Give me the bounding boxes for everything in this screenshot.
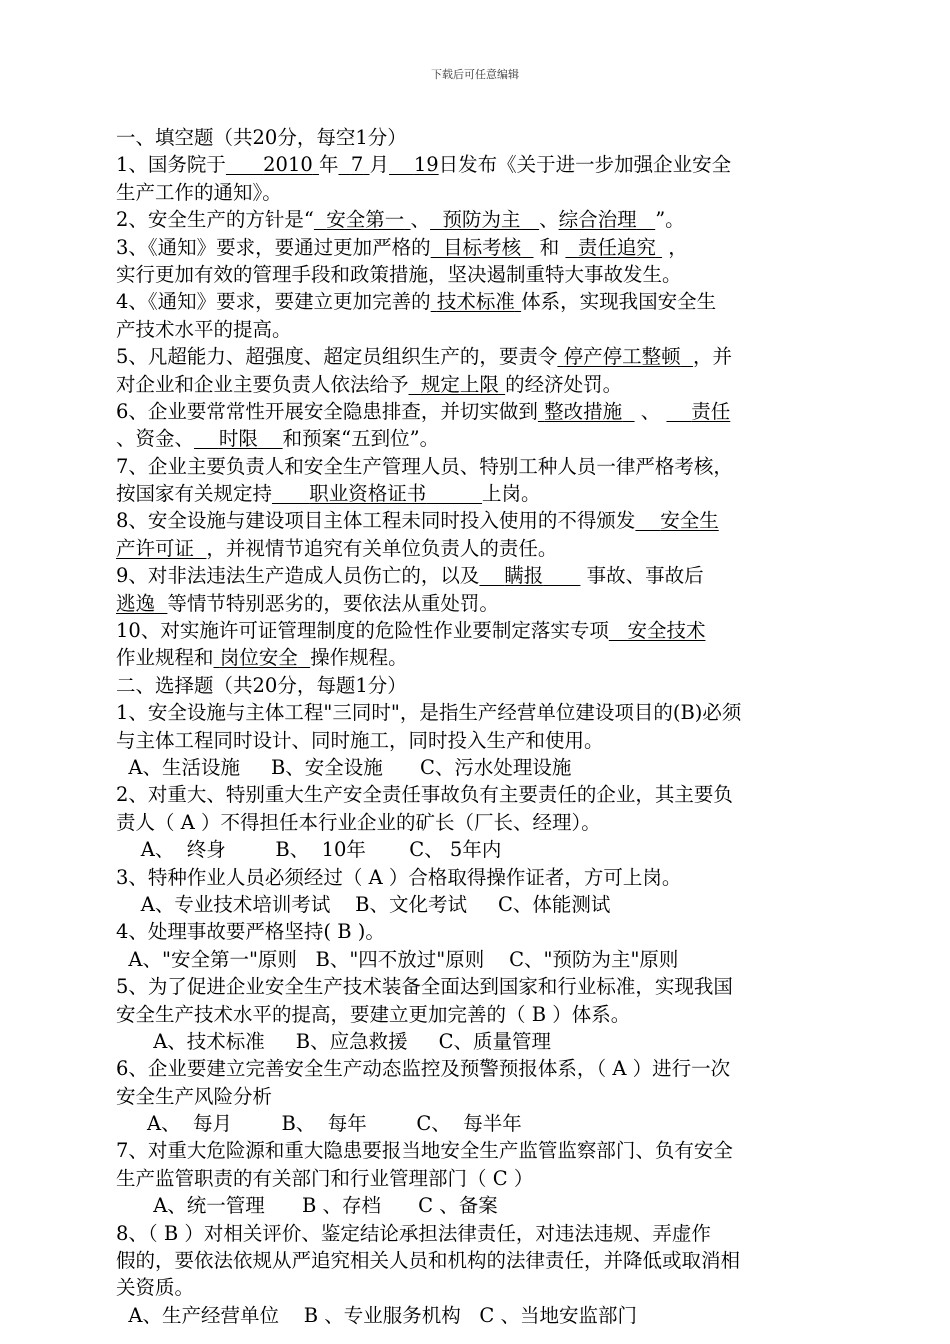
question-8-line-2	[116, 535, 838, 562]
choice-8-line-1: 8、（ B ）对相关评价、鉴定结论承担法律责任，对违法违规、弄虚作	[116, 1221, 711, 1245]
text: 、	[410, 208, 431, 232]
question-6-line-2	[116, 425, 838, 452]
choice-6-line-1: 6、企业要建立完善安全生产动态监控及预警预报体系，（ A ）进行一次	[116, 1057, 731, 1081]
question-3-line-1	[116, 234, 838, 261]
answer-blank: 目标考核	[443, 235, 522, 259]
answer-blank: 7	[350, 153, 364, 177]
text: 事故、事故后	[586, 564, 704, 588]
choice-2-line-1: 2、对重大、特别重大生产安全责任事故负有主要责任的企业，其主要负	[116, 783, 733, 807]
text: ，并视情节追究有关单位负责人的责任。	[206, 536, 558, 560]
answer-blank: 安全技术	[627, 619, 706, 643]
choice-5-options: A、技术标准 B、应急救援 C、质量管理	[116, 1029, 552, 1053]
choice-8-line-2: 假的，要依法依规从严追究相关人员和机构的法律责任，并降低或取消相	[116, 1249, 741, 1273]
text: 、资金、	[116, 427, 195, 451]
text: ，并	[693, 345, 733, 369]
question-9-line-2	[116, 590, 838, 617]
text: 和	[539, 235, 560, 259]
answer-blank: 规定上限	[420, 372, 499, 396]
answer-blank: 预防为主	[442, 208, 521, 232]
text: 1、国务院于	[116, 153, 226, 177]
text: 6、企业要常常性开展安全隐患排查，并切实做到	[116, 399, 538, 423]
question-6-line-1	[116, 398, 838, 425]
document-body	[116, 124, 838, 1329]
answer-blank: 停产停工整顿	[563, 345, 681, 369]
text: 3、《通知》要求，要通过更加严格的	[116, 235, 431, 259]
answer-blank: 瞒报	[504, 564, 544, 588]
text: 操作规程。	[310, 646, 408, 670]
choice-8-options: A、生产经营单位 B 、专业服务机构 C 、当地安监部门	[116, 1303, 638, 1327]
question-4-line-1	[116, 288, 838, 315]
section-title-multiple-choice: 二、选择题（共20分，每题1分）	[116, 673, 407, 697]
text: 月	[369, 153, 390, 177]
text: 按国家有关规定持	[116, 482, 273, 506]
answer-blank: 19	[413, 153, 439, 177]
question-5-line-2	[116, 371, 838, 398]
text: 等情节特别恶劣的，要依法从重处罚。	[167, 591, 499, 615]
page-header: 下载后可任意编辑	[431, 68, 519, 81]
answer-blank: 综合治理	[558, 208, 637, 232]
choice-7-line-1: 7、对重大危险源和重大隐患要报当地安全生产监管监察部门、负有安全	[116, 1139, 733, 1163]
question-2-line-1	[116, 206, 838, 233]
choice-2-line-2: 责人（ A ）不得担任本行业企业的矿长（厂长、经理）。	[116, 810, 601, 834]
answer-blank: 逃逸	[116, 591, 156, 615]
answer-blank: 产许可证	[116, 536, 195, 560]
section-title-fill-blank: 一、填空题（共20分，每空1分）	[116, 126, 407, 149]
choice-5-line-1: 5、为了促进企业安全生产技术装备全面达到国家和行业标准，实现我国	[116, 975, 733, 999]
choice-1-line-1: 1、安全设施与主体工程"三同时"，是指生产经营单位建设项目的(B)必须	[116, 701, 742, 725]
choice-4-options: A、"安全第一"原则 B、"四不放过"原则 C、"预防为主"原则	[116, 947, 679, 971]
text: 的经济处罚。	[505, 372, 623, 396]
text: ”。	[655, 208, 685, 232]
text: 年	[318, 153, 339, 177]
question-5-line-1	[116, 343, 838, 370]
choice-3-line-1: 3、特种作业人员必须经过（ A ）合格取得操作证者，方可上岗。	[116, 865, 682, 889]
choice-7-options: A、统一管理 B 、存档 C 、备案	[116, 1194, 498, 1218]
question-10-line-2	[116, 644, 838, 671]
text: 上岗。	[482, 482, 541, 506]
text: 10、对实施许可证管理制度的危险性作业要制定落实专项	[116, 619, 609, 643]
question-10-line-1	[116, 617, 838, 644]
text: 9、对非法违法生产造成人员伤亡的，以及	[116, 564, 480, 588]
choice-1-line-2: 与主体工程同时设计、同时施工，同时投入生产和使用。	[116, 728, 604, 752]
choice-6-options: A、 每月 B、 每年 C、 每半年	[116, 1112, 522, 1136]
text: ，	[668, 235, 688, 259]
text: 、	[539, 208, 559, 232]
choice-1-options: A、生活设施 B、安全设施 C、污水处理设施	[116, 755, 572, 779]
text: 2、安全生产的方针是“	[116, 208, 314, 232]
answer-blank: 技术标准	[436, 290, 515, 314]
text: 5、凡超能力、超强度、超定员组织生产的，要责令	[116, 345, 558, 369]
answer-blank: 2010	[263, 153, 313, 177]
question-7-line-1: 7、企业主要负责人和安全生产管理人员、特别工种人员一律严格考核，	[116, 454, 733, 478]
text: 、	[640, 399, 661, 423]
answer-blank: 责任	[691, 399, 731, 423]
choice-6-line-2: 安全生产风险分析	[116, 1084, 273, 1108]
text: 日发布《关于进一步加强企业安全	[438, 153, 732, 177]
text: 对企业和企业主要负责人依法给予	[116, 372, 409, 396]
question-3-line-2: 实行更加有效的管理手段和政策措施，坚决遏制重特大事故发生。	[116, 262, 682, 286]
question-7-line-2	[116, 480, 838, 507]
answer-blank: 安全第一	[326, 208, 405, 232]
choice-7-line-2: 生产监管职责的有关部门和行业管理部门（ C ）	[116, 1166, 534, 1190]
text: 和预案“五到位”。	[282, 427, 440, 451]
answer-blank: 安全生	[660, 509, 719, 533]
question-4-line-2: 产技术水平的提高。	[116, 317, 292, 341]
question-8-line-1	[116, 507, 838, 534]
text: 8、安全设施与建设项目主体工程未同时投入使用的不得颁发	[116, 509, 636, 533]
choice-2-options: A、 终身 B、 10年 C、 5年内	[116, 838, 502, 862]
answer-blank: 职业资格证书	[309, 482, 427, 506]
choice-8-line-3: 关资质。	[116, 1276, 195, 1300]
choice-5-line-2: 安全生产技术水平的提高，要建立更加完善的（ B ）体系。	[116, 1002, 631, 1026]
answer-blank: 岗位安全	[219, 646, 298, 670]
answer-blank: 责任追究	[577, 235, 656, 259]
question-1-line-1	[116, 151, 838, 178]
answer-blank: 时限	[218, 427, 258, 451]
text: 体系，实现我国安全生	[521, 290, 717, 314]
text: 作业规程和	[116, 646, 214, 670]
choice-4-line-1: 4、处理事故要严格坚持( B )。	[116, 920, 385, 944]
question-1-line-2: 生产工作的通知》。	[116, 180, 282, 204]
text: 4、《通知》要求，要建立更加完善的	[116, 290, 431, 314]
answer-blank: 整改措施	[544, 399, 623, 423]
question-9-line-1	[116, 562, 838, 589]
choice-3-options: A、专业技术培训考试 B、文化考试 C、体能测试	[116, 892, 611, 916]
